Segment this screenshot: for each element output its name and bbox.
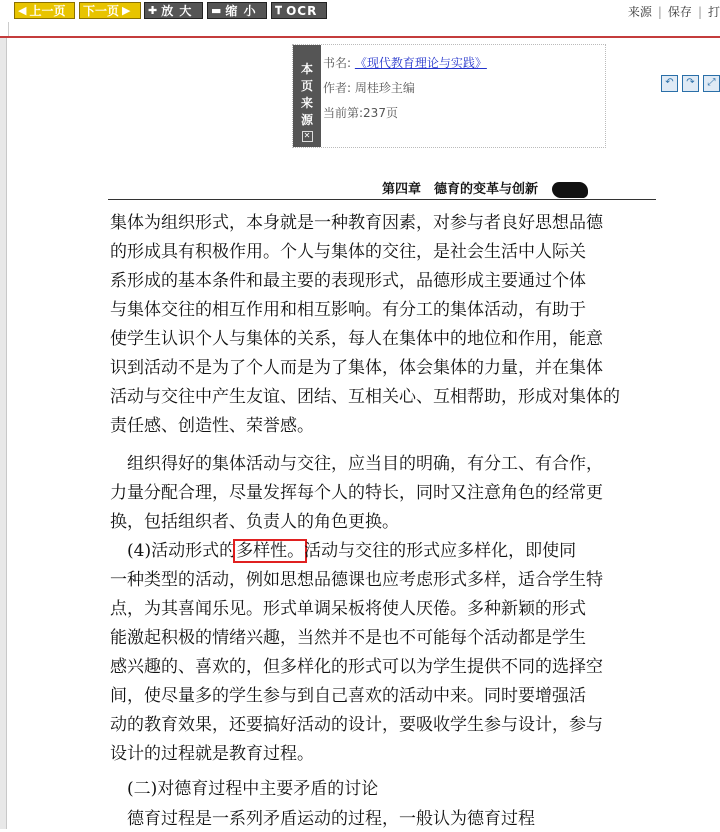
section-heading: (二)对德育过程中主要矛盾的讨论	[110, 779, 379, 799]
text-line: 动的教育效果，还要搞好活动的设计，要吸收学生参与设计，参与	[110, 715, 603, 735]
text-line: 一种类型的活动，例如思想品德课也应考虑形式多样，适合学生特	[110, 570, 603, 590]
divider	[0, 36, 720, 38]
rotate-right-icon[interactable]: ↷	[682, 75, 699, 92]
page-source-panel	[292, 44, 606, 148]
text-line: 责任感、创造性、荣誉感。	[110, 416, 314, 436]
text-line: 德育过程是一系列矛盾运动的过程，一般认为德育过程	[110, 809, 535, 829]
author-text: 作者: 周桂珍主编	[323, 81, 415, 95]
text-line: 间，使尽量多的学生参与到自己喜欢的活动中来。同时要增强活	[110, 686, 586, 706]
print-link[interactable]: 打	[707, 5, 720, 19]
ink-blot	[552, 182, 588, 198]
left-scrollbar[interactable]	[0, 38, 7, 829]
zoom-in-button[interactable]	[144, 2, 203, 19]
book-label: 书名:	[323, 56, 355, 70]
header-rule	[108, 199, 656, 200]
text-line	[110, 538, 576, 564]
rotate-left-icon[interactable]: ↶	[661, 75, 678, 92]
close-icon[interactable]: ✕	[302, 131, 313, 142]
prev-page-button[interactable]	[14, 2, 75, 19]
highlighted-term: 多样性。	[233, 539, 307, 563]
text-line: 集体为组织形式，本身就是一种教育因素，对参与者良好思想品德	[110, 213, 603, 233]
fit-page-icon[interactable]: ⤢	[703, 75, 720, 92]
text-line: 识到活动不是为了个人而是为了集体，体会集体的力量，并在集体	[110, 358, 603, 378]
next-page-label: 下一页	[83, 4, 120, 18]
minus-icon: ▬	[211, 4, 223, 17]
text-line: 换，包括组织者、负责人的角色更换。	[110, 512, 399, 532]
text-line: 力量分配合理，尽量发挥每个人的特长，同时又注意角色的经常更	[110, 483, 603, 503]
text-line: 设计的过程就是教育过程。	[110, 744, 314, 764]
next-page-button[interactable]	[79, 2, 141, 19]
text-segment: 活动与交往的形式应多样化，即使同	[304, 541, 577, 561]
arrow-left-icon: ◀	[18, 4, 27, 17]
text-line: 与集体交往的相互作用和相互影响。有分工的集体活动，有助于	[110, 300, 586, 320]
plus-icon: ✚	[148, 4, 159, 17]
ocr-button[interactable]	[271, 2, 327, 19]
zoom-out-button[interactable]	[207, 2, 267, 19]
text-line: 使学生认识个人与集体的关系，每人在集体中的地位和作用，能意	[110, 329, 603, 349]
text-line: 活动与交往中产生友谊、团结、互相关心、互相帮助，形成对集体的	[110, 387, 620, 407]
running-header	[382, 178, 588, 198]
text-line: 系形成的基本条件和最主要的表现形式，品德形成主要通过个体	[110, 271, 586, 291]
tab-char: 源	[300, 113, 313, 127]
text-line: 能激起积极的情绪兴趣，当然并不是也不可能每个活动都是学生	[110, 628, 586, 648]
text-line: 组织得好的集体活动与交往，应当目的明确，有分工、有合作，	[110, 454, 603, 474]
tab-char: 本	[300, 62, 313, 76]
text-line: 点，为其喜闻乐见。形式单调呆板将使人厌倦。多种新颖的形式	[110, 599, 586, 619]
page-source-tab[interactable]	[293, 45, 321, 147]
prev-page-label: 上一页	[29, 4, 66, 18]
ocr-label: OCR	[286, 3, 318, 18]
zoom-out-label: 缩 小	[225, 4, 257, 18]
text-segment: (4)活动形式的	[110, 541, 237, 561]
save-link[interactable]: 保存	[667, 5, 692, 19]
chapter-title: 第四章 德育的变革与创新	[382, 182, 539, 197]
text-line: 感兴趣的、喜欢的，但多样化的形式可以为学生提供不同的选择空	[110, 657, 603, 677]
current-page-text: 当前第:237页	[323, 106, 398, 120]
text-line: 的形成具有积极作用。个人与集体的交往，是社会生活中人际关	[110, 242, 586, 262]
toolbar	[0, 0, 720, 22]
text-recognition-icon: 𝐓	[275, 3, 284, 17]
tab-char: 页	[300, 79, 313, 93]
top-links: 来源 | 保存 | 打	[627, 5, 720, 19]
book-title-row	[323, 51, 487, 76]
arrow-right-icon: ▶	[122, 4, 131, 17]
source-link[interactable]: 来源	[627, 5, 652, 19]
zoom-in-label: 放 大	[161, 4, 193, 18]
book-title-link[interactable]: 《现代教育理论与实践》	[354, 56, 487, 70]
tab-char: 来	[300, 96, 313, 110]
sub-toolbar	[0, 22, 720, 36]
source-info	[323, 51, 487, 126]
